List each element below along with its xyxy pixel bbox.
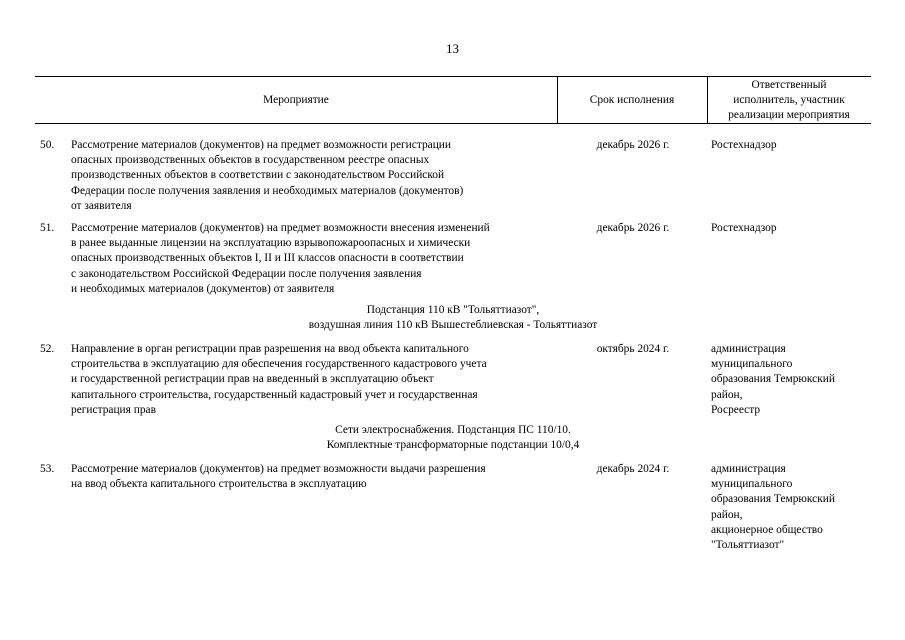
row-responsible-line: район, [711,508,743,521]
row-number: 52. [40,343,55,355]
row-responsible [711,342,871,418]
table-top-border [35,76,871,77]
row-activity-line: Рассмотрение материалов (документов) на предмет возможности регистрации [71,139,451,151]
row-activity-line: и государственной регистрации прав на введенный в эксплуатацию объект [71,373,434,386]
row-responsible-line: администрация [711,463,786,475]
row-responsible-line: Ростехнадзор [711,139,777,151]
row-activity-line: Направление в орган регистрации прав разрешения на ввод объекта капитального [71,343,469,355]
row-responsible-line: муниципального [711,358,793,371]
section-heading-line: Сети электроснабжения. Подстанция ПС 110/10. [335,424,571,436]
row-activity [71,221,551,297]
row-activity-line: в ранее выданные лицензии на эксплуатацию взрывопожароопасных и химически [71,237,471,250]
header-activity: Мероприятие [263,94,329,106]
page-number: 13 [446,41,459,56]
row-responsible-line: образования Темрюкский [711,493,835,506]
row-activity [71,342,551,418]
row-responsible-line: район, [711,388,743,401]
header-responsible-line: реализации мероприятия [728,109,850,122]
row-responsible-line: Росреестр [711,403,761,416]
row-activity-line: с законодательством Российской Федерации после получения заявления [71,267,422,280]
row-responsible-line: акционерное общество [711,523,823,536]
row-activity-line: Федерации после получения заявления и необходимых материалов (документов) [71,184,464,197]
row-activity-line: капитального строительства, государственный кадастровый учет и государственная [71,388,478,401]
header-responsible [707,78,871,124]
row-activity-line: Рассмотрение материалов (документов) на предмет возможности выдачи разрешения [71,463,486,475]
row-responsible [711,462,871,553]
row-number: 51. [40,222,55,234]
header-responsible-line: Ответственный [751,79,827,91]
row-deadline: декабрь 2024 г. [596,463,670,475]
row-responsible-line: Ростехнадзор [711,222,777,234]
row-deadline: декабрь 2026 г. [596,222,670,234]
row-responsible-line: "Тольяттиазот" [711,539,785,552]
row-activity-line: на ввод объекта капитального строительства в эксплуатацию [71,478,367,491]
section-heading-line: Подстанция 110 кВ "Тольяттиазот", [366,304,540,316]
row-activity-line: строительства в эксплуатацию для обеспечения государственного кадастрового учета [71,358,487,371]
row-responsible-line: администрация [711,343,786,355]
row-activity-line: Рассмотрение материалов (документов) на предмет возможности внесения изменений [71,222,490,234]
row-deadline: декабрь 2026 г. [596,139,670,151]
row-activity-line: от заявителя [71,199,132,212]
row-responsible-line: муниципального [711,478,793,491]
row-number: 50. [40,139,55,151]
section-heading-line: воздушная линия 110 кВ Вышестеблиевская - Тольяттиазот [308,319,598,332]
section-heading-line: Комплектные трансформаторные подстанции 10/0,4 [326,439,580,452]
section-heading [35,423,871,453]
row-responsible [711,138,871,153]
row-activity-line: и необходимых материалов (документов) от заявителя [71,282,335,295]
row-activity-line: опасных производственных объектов в государственном реестре опасных [71,154,430,167]
header-responsible-line: исполнитель, участник [733,94,845,107]
row-activity [71,138,551,214]
header-deadline: Срок исполнения [589,94,675,106]
row-activity-line: опасных производственных объектов I, II и III классов опасности в соответствии [71,252,464,265]
row-activity [71,462,551,492]
section-heading [35,303,871,333]
row-activity-line: производственных объектов в соответствии с законодательством Российской [71,169,445,182]
row-activity-line: регистрация прав [71,403,156,416]
row-number: 53. [40,463,55,475]
row-responsible [711,221,871,236]
row-responsible-line: образования Темрюкский [711,373,835,386]
row-deadline: октябрь 2024 г. [596,343,670,355]
